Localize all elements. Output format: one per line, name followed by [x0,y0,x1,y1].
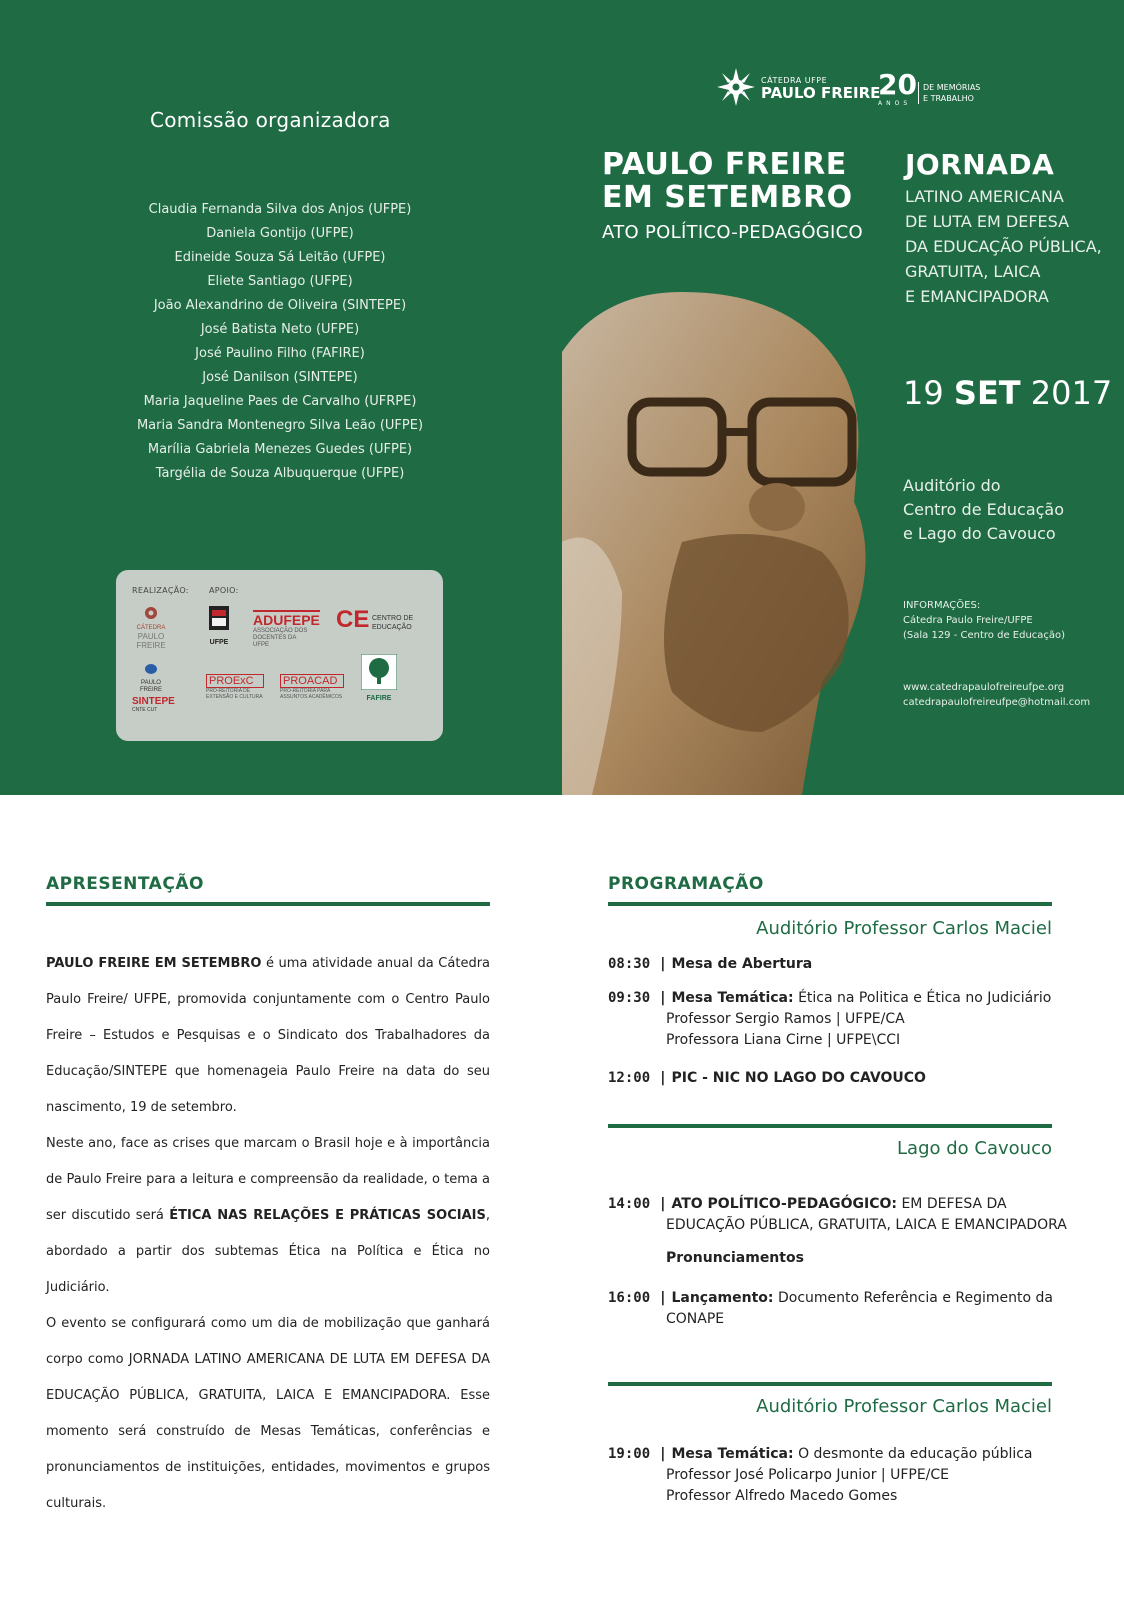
apresentacao-paragraph-3: O evento se configurará como um dia de mobilização que ganhará corpo como JORNADA LATINO AMERICANA DE LUTA EM DEFESA DA EDUCAÇÃO PÚBLICA, GRATUITA, LAICA E EMANCIPADORA. Esse momento será construído de Mesas Temáticas, conferências e pronunciamentos de instituições, entidades, movimentos e grupos culturais. [46,1316,490,1511]
committee-member: Edineide Souza Sá Leitão (UFPE) [174,250,386,265]
ufpe-logo: UFPE [206,604,232,646]
event-title: PAULO FREIRE EM SETEMBRO [602,147,853,215]
fafire-logo: FAFIRE [360,654,398,702]
apresentacao-paragraph-2: Neste ano, face as crises que marcam o Brasil hoje e à importância de Paulo Freire para a leitura e compreensão da realidade, o tema a ser discutido será ÉTICA NAS RELAÇÕES E PRÁTICAS SOCIAIS, abordado a partir dos subtemas Ética na Política e Ética no Judiciário. [46,1136,490,1295]
location-heading: Auditório Professor Carlos Maciel [756,918,1052,939]
schedule-item: 19:00 | Mesa Temática: O desmonte da educação pública Professor José Policarpo Junior | UFPE/CE Professor Alfredo Macedo Gomes [608,1446,1033,1504]
globe-icon [144,663,158,675]
event-date: 19 SET 2017 [903,374,1113,412]
contact-block [903,680,1090,710]
cover-panel: Comissão organizadora Claudia Fernanda Silva dos Anjos (UFPE) Daniela Gontijo (UFPE) Edineide Souza Sá Leitão (UFPE) Eliete Santiago (UFPE) João Alexandrino de Oliveira (SINTEPE) José Batista Neto (UFPE) José Paulino Filho (FAFIRE) José Danilson (SINTEPE) Maria Jaqueline Paes de Carvalho (UFRPE) Maria Sandra Montenegro Silva Leão (UFPE) Marília Gabriela Menezes Guedes (UFPE) Targélia de Souza Albuquerque (UFPE) REALIZAÇÃO: APOIO: CÁTEDRA PAULO FREIRE PAULO FREIRE SINTEPE CNTE CUT UFPE ADUFEPE ASSOCIAÇÃO DOS DOCENTES DA UFPE CE CENTRO DE EDUCAÇÃO PROExC PRÓ-REITORIA DE EXTENSÃO E CULTURA PROACAD PRÓ-REITORIA PARA ASSUNTOS ACADÊMICOS FAFIRE CÁTEDRA UFPE PAULO FREIRE 20 ANOS DE MEMÓRIAS E TRABALHO PAULO FREIRE EM SETEMBRO ATO POLÍTICO-PEDAGÓGICO JORNADA LATINO AMERICANA DE LUTA EM DEFESA DA EDUCAÇÃO PÚBLICA, GRATUITA, LAICA E EMANCIPADORA 19 SET 2017 Auditório do Centro de Educação e Lago do Cavouco INFORMAÇÕES: Cátedra Paulo Freire/UFPE (Sala 129 - Centro de Educação) www.catedrapaulofreireufpe.org catedrapaulofreireufpe@hotmail.com [0,0,1124,795]
schedule-item: 08:30 | Mesa de Abertura [608,956,813,972]
location-heading: Lago do Cavouco [897,1138,1052,1159]
committee-member: Eliete Santiago (UFPE) [207,274,353,289]
proacad-logo: PROACAD PRÓ-REITORIA PARA ASSUNTOS ACADÊMICOS [280,675,343,700]
apoio-label: APOIO: [209,586,239,595]
star-icon [144,606,158,620]
sintepe-logo: SINTEPE CNTE CUT [132,696,175,713]
event-subtitle: ATO POLÍTICO-PEDAGÓGICO [602,222,863,243]
apresentacao-rule [46,902,490,906]
schedule-item: 16:00 | Lançamento: Documento Referência e Regimento da CONAPE [608,1290,1053,1327]
apresentacao-heading: APRESENTAÇÃO [46,874,204,894]
committee-member: Claudia Fernanda Silva dos Anjos (UFPE) [148,202,412,217]
committee-member: Marília Gabriela Menezes Guedes (UFPE) [147,442,413,457]
email-link[interactable]: catedrapaulofreireufpe@hotmail.com [903,697,1091,708]
section-rule [608,1124,1052,1128]
schedule-item: 09:30 | Mesa Temática: Ética na Politica e Ética no Judiciário Professor Sergio Ramos | UFPE/CA Professora Liana Cirne | UFPE\CCI [608,990,1052,1048]
event-venue: Auditório do Centro de Educação e Lago do Cavouco [903,476,1065,543]
schedule-item: 14:00 | ATO POLÍTICO-PEDAGÓGICO: EM DEFESA DA EDUCAÇÃO PÚBLICA, GRATUITA, LAICA E EMANCIPADORA Pronunciamentos [608,1196,1067,1266]
committee-title: Comissão organizadora [150,108,391,132]
centro-paulo-freire-logo: PAULO FREIRE [136,662,166,694]
catedra-logo: CÁTEDRA PAULO FREIRE [136,606,166,650]
section-rule [608,1382,1052,1386]
committee-member: Daniela Gontijo (UFPE) [206,226,354,241]
committee-list [120,198,440,486]
jornada-title: JORNADA [905,148,1055,181]
info-block: INFORMAÇÕES: Cátedra Paulo Freire/UFPE (Sala 129 - Centro de Educação) [903,600,1066,641]
sponsors-box: REALIZAÇÃO: APOIO: CÁTEDRA PAULO FREIRE PAULO FREIRE SINTEPE CNTE CUT UFPE ADUFEPE ASSOCIAÇÃO DOS DOCENTES DA UFPE CE CENTRO DE EDUCAÇÃO PROExC PRÓ-REITORIA DE EXTENSÃO E CULTURA PROACAD PRÓ-REITORIA PARA ASSUNTOS ACADÊMICOS FAFIRE [116,570,443,741]
committee-member: João Alexandrino de Oliveira (SINTEPE) [153,298,407,313]
schedule-item: 12:00 | PIC - NIC NO LAGO DO CAVOUCO [608,1070,926,1086]
jornada-description: LATINO AMERICANA DE LUTA EM DEFESA DA EDUCAÇÃO PÚBLICA, GRATUITA, LAICA E EMANCIPADORA [905,187,1102,306]
apresentacao-paragraph-1: PAULO FREIRE EM SETEMBRO é uma atividade anual da Cátedra Paulo Freire/ UFPE, promovida conjuntamente com o Centro Paulo Freire – Estudos e Pesquisas e o Sindicato dos Trabalhadores da Educação/SINTEPE que homenageia Paulo Freire na data do seu nascimento, 19 de setembro. [46,956,491,1115]
location-heading: Auditório Professor Carlos Maciel [756,1396,1052,1417]
committee-member: José Danilson (SINTEPE) [202,370,358,385]
realizacao-label: REALIZAÇÃO: [132,586,189,595]
committee-member: José Paulino Filho (FAFIRE) [195,346,365,361]
committee-member: Maria Sandra Montenegro Silva Leão (UFPE) [136,418,424,433]
committee-member: Targélia de Souza Albuquerque (UFPE) [155,466,405,481]
paulo-freire-portrait [562,292,882,795]
proexc-logo: PROExC PRÓ-REITORIA DE EXTENSÃO E CULTURA [206,675,263,700]
tree-icon [361,654,397,690]
committee-member: Maria Jaqueline Paes de Carvalho (UFRPE) [143,394,417,409]
adufepe-logo: ADUFEPE ASSOCIAÇÃO DOS DOCENTES DA UFPE [253,612,320,648]
ufpe-crest-icon [207,604,231,634]
committee-member: José Batista Neto (UFPE) [200,322,360,337]
programacao-rule [608,902,1052,906]
programacao-heading: PROGRAMAÇÃO [608,874,764,894]
website-link[interactable]: www.catedrapaulofreireufpe.org [903,682,1065,693]
catedra-star-icon [717,68,755,106]
